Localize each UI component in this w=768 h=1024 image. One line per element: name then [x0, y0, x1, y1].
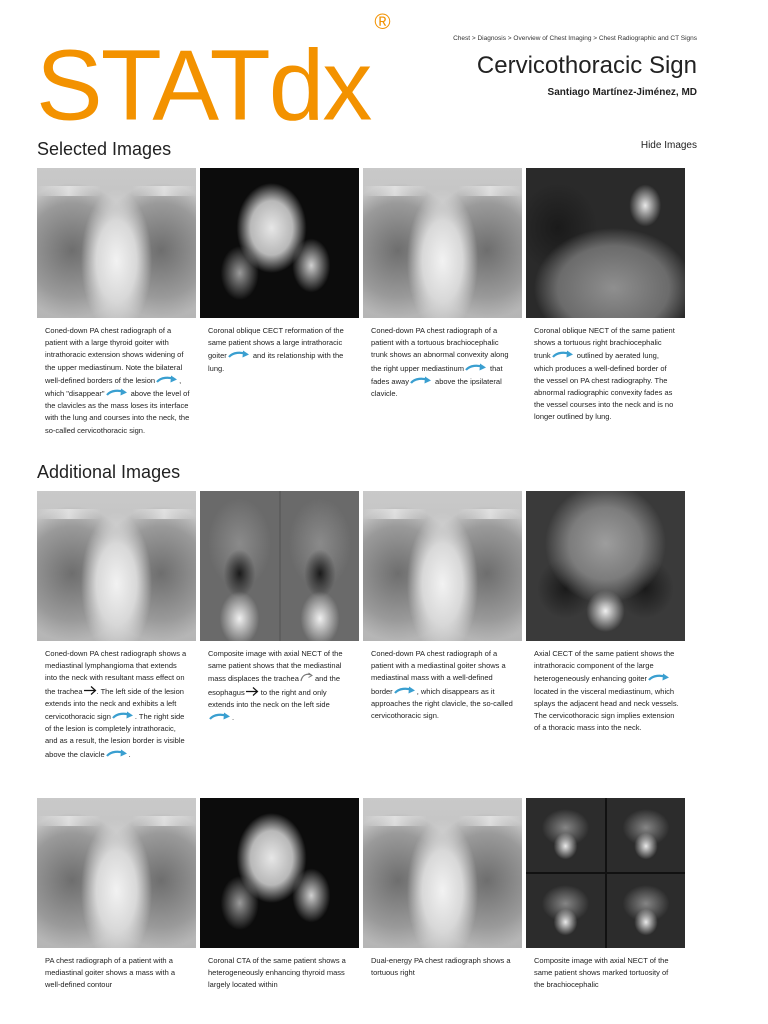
figure-caption: Composite image with axial NECT of the same patient shows marked tortuosity of the brachiocephalic — [534, 956, 669, 990]
additional-images-heading: Additional Images — [37, 462, 181, 482]
black-arrow-icon — [83, 685, 97, 696]
black-arrow-icon — [245, 686, 259, 697]
chest-radiograph-image[interactable] — [363, 168, 522, 318]
figure-caption: Axial CECT of the same patient shows the intrathoracic component of the large heterogeneously enhancing goiter located in the visceral mediastinum, which splays the adjacent head and neck vessels. The cervicothoracic sign implies extension of a thoracic mass into the neck. — [534, 649, 679, 733]
additional-images-grid — [37, 491, 685, 761]
figure-caption: Coronal oblique NECT of the same patient shows a tortuous right brachiocephalic trunk outlined by aerated lung, which produces a well-defined border of the vessel on PA chest radiography. The abnormal radiographic convexity fades as the vessel courses into the neck and is no longer outlined by lung. — [534, 326, 675, 422]
figure-caption: PA chest radiograph of a patient with a mediastinal goiter shows a mass with a well-defined contour — [45, 956, 176, 990]
figure-card — [37, 491, 196, 761]
figure-card — [363, 798, 522, 992]
blue-arrow-icon — [105, 387, 129, 398]
chest-radiograph-image[interactable] — [363, 491, 522, 641]
figure-card — [526, 491, 685, 761]
breadcrumb[interactable]: Chest > Diagnosis > Overview of Chest Imaging > Chest Radiographic and CT Signs — [453, 35, 697, 42]
coronal-nect-image[interactable] — [526, 168, 685, 318]
coronal-cect-image[interactable] — [200, 168, 359, 318]
blue-arrow-icon — [551, 349, 575, 360]
coronal-cta-image[interactable] — [200, 798, 359, 948]
axial-nect-composite-image[interactable] — [526, 798, 685, 948]
axial-nect-composite-image[interactable] — [200, 491, 359, 641]
blue-arrow-icon — [155, 374, 179, 385]
blue-arrow-icon — [464, 362, 488, 373]
figure-card — [526, 798, 685, 992]
blue-arrow-icon — [208, 711, 232, 722]
figure-card — [37, 798, 196, 992]
additional-images-grid-row2 — [37, 798, 685, 992]
figure-card — [37, 168, 196, 437]
figure-caption: Coned-down PA chest radiograph of a patient with a mediastinal goiter shows a mediastinal mass with a well-defined border , which disappears as it approaches the right clavicle, the so-called cervicothoracic sign. — [371, 649, 513, 721]
author-name: Santiago Martínez-Jiménez, MD — [547, 87, 697, 98]
dual-energy-radiograph-image[interactable] — [363, 798, 522, 948]
curved-arrow-icon — [299, 672, 313, 683]
page-title: Cervicothoracic Sign — [476, 52, 697, 79]
figure-card — [200, 491, 359, 761]
chest-radiograph-image[interactable] — [37, 798, 196, 948]
figure-card — [363, 168, 522, 437]
figure-caption: Coned-down PA chest radiograph shows a mediastinal lymphangioma that extends into the neck with resultant mass effect on the trachea . The left side of the lesion extends into the neck and exhibits a left cervicothoracic sign . The right side of the lesion is completely intrathoracic, and as a result, the lesion border is visible above the clavicle . — [45, 649, 187, 759]
figure-caption: Coronal oblique CECT reformation of the same patient shows a large intrathoracic goiter and its relationship with the lung. — [208, 326, 344, 373]
selected-images-grid — [37, 168, 685, 437]
statdx-logo — [36, 9, 389, 142]
blue-arrow-icon — [227, 349, 251, 360]
figure-caption: Dual-energy PA chest radiograph shows a tortuous right — [371, 956, 511, 978]
selected-images-heading: Selected Images — [37, 139, 172, 159]
logo-text: STATdx — [36, 29, 371, 142]
blue-arrow-icon — [105, 748, 129, 759]
figure-card — [526, 168, 685, 437]
registered-mark: ® — [374, 9, 389, 34]
figure-caption: Coronal CTA of the same patient shows a heterogeneously enhancing thyroid mass largely located within — [208, 956, 346, 990]
chest-radiograph-image[interactable] — [37, 491, 196, 641]
figure-caption: Coned-down PA chest radiograph of a patient with a tortuous brachiocephalic trunk shows an abnormal convexity along the right upper mediastinum that fades away above the ipsilateral clavicle. — [371, 326, 509, 399]
axial-cect-image[interactable] — [526, 491, 685, 641]
blue-arrow-icon — [111, 710, 135, 721]
blue-arrow-icon — [647, 672, 671, 683]
figure-caption: Composite image with axial NECT of the same patient shows that the mediastinal mass displaces the trachea and the esophagus to the right and only extends into the neck on the left side. — [208, 649, 343, 723]
chest-radiograph-image[interactable] — [37, 168, 196, 318]
figure-caption: Coned-down PA chest radiograph of a patient with a large thyroid goiter with intrathoracic extension shows widening of the upper mediastinum. Note the bilateral well-defined borders of the lesion , which "disappear" above the level of the clavicles as the mass loses its interface with the lung and courses into the neck, the so-called cervicothoracic sign. — [45, 326, 190, 435]
blue-arrow-icon — [409, 375, 433, 386]
figure-card — [200, 168, 359, 437]
figure-card — [363, 491, 522, 761]
blue-arrow-icon — [393, 685, 417, 696]
figure-card — [200, 798, 359, 992]
hide-images-button[interactable]: Hide Images — [640, 140, 697, 151]
